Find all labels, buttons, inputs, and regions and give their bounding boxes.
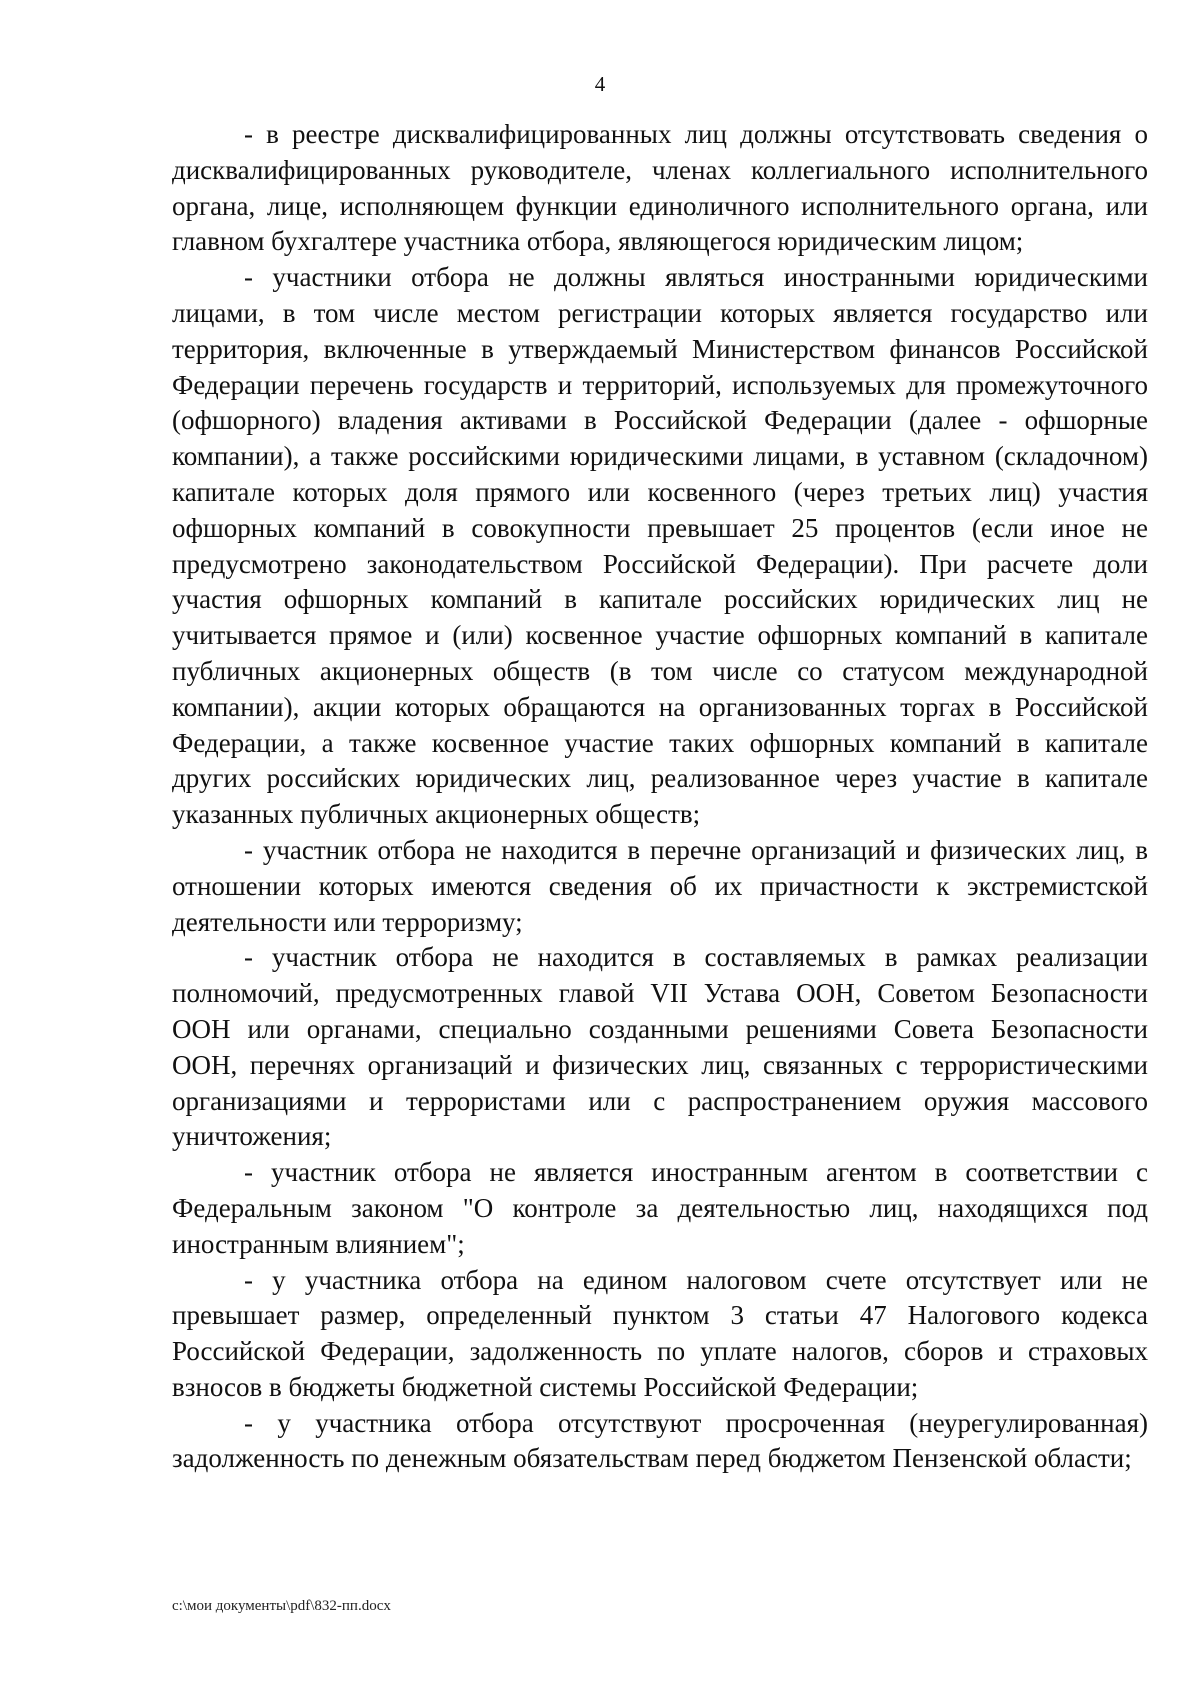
paragraph-disqualified-persons: - в реестре дисквалифицированных лиц должны отсутствовать сведения о дисквалифицированных руководителе, членах коллегиального исполнительного органа, лице, исполняющем функции единоличного исполнительного органа, или главном бухгалтере участника отбора, являющегося юридическим лицом; (172, 119, 1148, 257)
paragraph-un-sanctions-list: - участник отбора не находится в составляемых в рамках реализации полномочий, предусмотренных главой VII Устава ООН, Советом Безопасности ООН или органами, специально созданными решениями Совета Безопасности ООН, перечнях организаций и физических лиц, связанных с террористическими организациями и террористами или с распространением оружия массового уничтожения; (172, 942, 1148, 1152)
paragraph-offshore-companies: - участники отбора не должны являться иностранными юридическими лицами, в том числе местом регистрации которых является государство или территория, включенные в утверждаемый Министерством финансов Российской Федерации перечень государств и территорий, используемых для промежуточного (офшорного) владения активами в Российской Федерации (далее - офшорные компании), а также российскими юридическими лицами, в уставном (складочном) капитале которых доля прямого или косвенного (через третьих лиц) участия офшорных компаний в совокупности превышает 25 процентов (если иное не предусмотрено законодательством Российской Федерации). При расчете доли участия офшорных компаний в капитале российских юридических лиц не учитывается прямое и (или) косвенное участие офшорных компаний в капитале публичных акционерных обществ (в том числе со статусом международной компании), акции которых обращаются на организованных торгах в Российской Федерации, а также косвенное участие таких офшорных компаний в капитале других российских юридических лиц, реализованное через участие в капитале указанных публичных акционерных обществ; (172, 262, 1148, 830)
paragraph-tax-debt: - у участника отбора на едином налоговом счете отсутствует или не превышает размер, определенный пунктом 3 статьи 47 Налогового кодекса Российской Федерации, задолженность по уплате налогов, сборов и страховых взносов в бюджеты бюджетной системы Российской Федерации; (172, 1264, 1148, 1402)
paragraph-budget-debt: - у участника отбора отсутствуют просроченная (неурегулированная) задолженность по денежным обязательствам перед бюджетом Пензенской области; (172, 1407, 1148, 1474)
document-body (172, 117, 1148, 1477)
page-number: 4 (594, 72, 606, 96)
paragraph-foreign-agent: - участник отбора не является иностранным агентом в соответствии с Федеральным законом "О контроле за деятельностью лиц, находящихся под иностранным влиянием"; (172, 1157, 1148, 1259)
paragraph-extremism-list: - участник отбора не находится в перечне организаций и физических лиц, в отношении которых имеются сведения об их причастности к экстремистской деятельности или терроризму; (172, 834, 1148, 937)
footer-file-path: c:\мои документы\pdf\832-пп.docx (172, 1598, 391, 1614)
